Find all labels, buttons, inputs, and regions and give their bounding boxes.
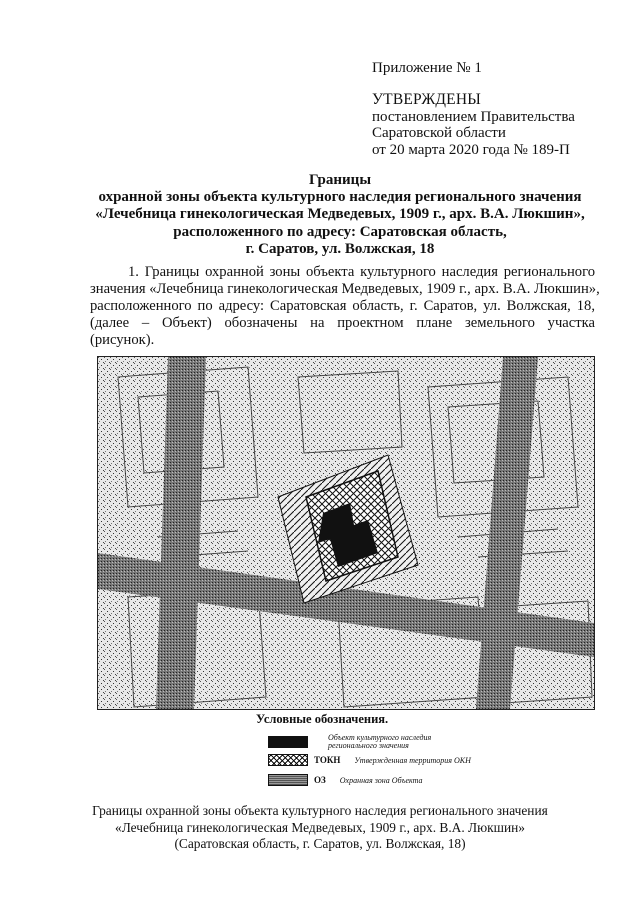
caption-line: Границы охранной зоны объекта культурного наследия регионального значения xyxy=(92,803,548,818)
title-line: Границы xyxy=(308,172,372,188)
legend-label: Охранная зона Объекта xyxy=(339,775,423,785)
title-line: г. Саратов, ул. Волжская, 18 xyxy=(245,240,435,257)
approval-block xyxy=(372,92,575,158)
appendix-label: Приложение № 1 xyxy=(372,60,482,76)
title-line: «Лечебница гинекологическая Медведевых, 1909 г., арх. В.А. Люкшин», xyxy=(95,206,585,223)
site-plan-map xyxy=(97,356,595,710)
crosshatch-icon xyxy=(268,754,308,766)
legend-label: Утвержденная территория ОКН xyxy=(354,755,471,765)
legend-title: Условные обозначения. xyxy=(256,712,389,726)
legend-label: Объект культурного наследия регионального значения xyxy=(328,733,432,750)
paragraph-line: (далее – Объект) обозначены на проектном плане земельного участка xyxy=(90,315,595,331)
legend-abbr: ТОКН xyxy=(314,755,341,765)
approved-by-line: от 20 марта 2020 года № 189-П xyxy=(372,141,570,158)
black-fill-icon xyxy=(268,736,308,748)
paragraph-line: значения «Лечебница гинекологическая Медведевых, 1909 г., арх. В.А. Люкшин», xyxy=(90,281,600,297)
paragraph-line: расположенного по адресу: Саратовская область, г. Саратов, ул. Волжская, 18, xyxy=(90,298,595,314)
figure-caption xyxy=(60,803,580,853)
legend-item xyxy=(268,774,423,786)
legend-item xyxy=(268,754,471,766)
paragraph-line: 1. Границы охранной зоны объекта культурного наследия регионального xyxy=(128,264,595,280)
legend-item xyxy=(268,734,438,750)
body-paragraph xyxy=(90,264,600,349)
site-plan-drawing xyxy=(98,357,594,709)
title-line: охранной зоны объекта культурного наследия регионального значения xyxy=(98,189,582,206)
caption-line: «Лечебница гинекологическая Медведевых, 1909 г., арх. В.А. Люкшин» xyxy=(115,819,525,835)
grey-stipple-icon xyxy=(268,774,308,786)
approved-heading: УТВЕРЖДЕНЫ xyxy=(372,91,481,108)
legend-abbr: ОЗ xyxy=(314,775,326,785)
approved-by-line: Саратовской области xyxy=(372,125,506,141)
paragraph-line: (рисунок). xyxy=(90,332,155,348)
approved-by-line: постановлением Правительства xyxy=(372,108,575,125)
document-title xyxy=(60,172,620,258)
caption-line: (Саратовская область, г. Саратов, ул. Волжская, 18) xyxy=(174,836,466,851)
title-line: расположенного по адресу: Саратовская область, xyxy=(173,223,507,240)
